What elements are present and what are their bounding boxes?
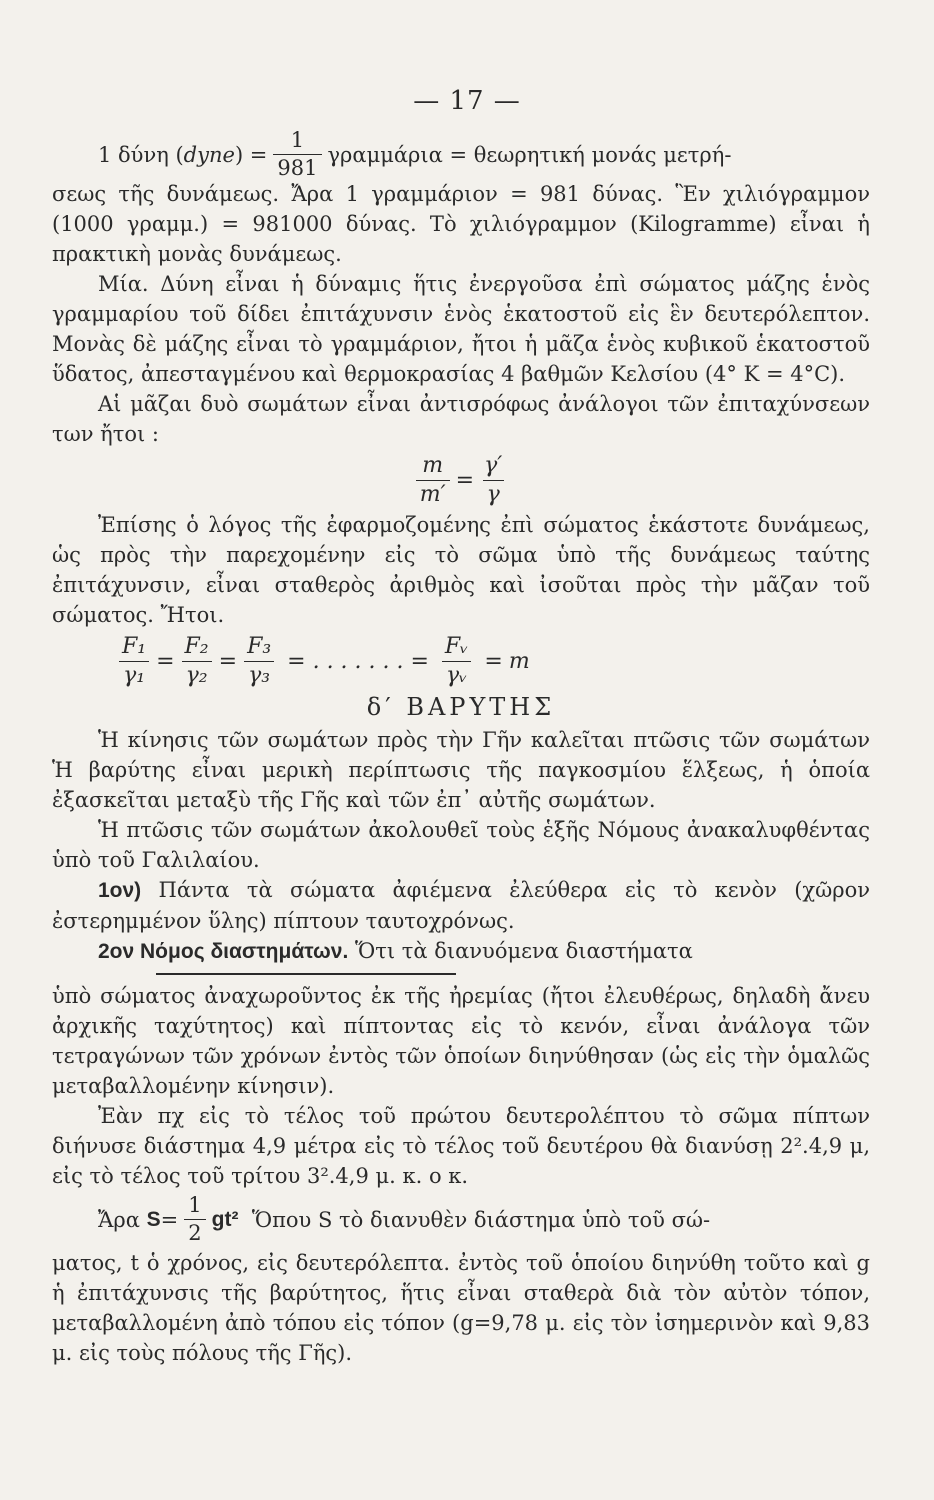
eq2-equals-final: = xyxy=(484,649,503,674)
eq2-frac-2 xyxy=(181,636,213,687)
law-1 xyxy=(52,875,870,936)
dyne-unit: dyne xyxy=(183,142,235,167)
eq2-f1-num: F₁ xyxy=(122,634,147,659)
eq2-mass: m xyxy=(508,649,530,674)
dyne-post: γραμμάρια = θεωρητική μονάς μετρή- xyxy=(327,142,732,167)
section-heading: δ′ ΒΑΡΥΤΗΣ xyxy=(366,693,556,721)
eq2-f2-num: F₂ xyxy=(184,634,209,659)
eq2-dots: = . . . . . . . = xyxy=(287,649,429,674)
eq2-f3-num: F₃ xyxy=(247,634,272,659)
eq2-frac-1 xyxy=(118,636,150,687)
law-2-text: ὑπὸ σώματος ἀναχωροῦντος ἐκ τῆς ἠρεμίας (ἤτοι ἐλευθέρως, δηλαδὴ ἄνευ ἀρχικῆς ταχύτητος) καὶ πίπτοντας εἰς τὸ κενόν, εἶναι ἀνάλογα τῶν τετραγώνων τῶν χρόνων ἐντὸς τῶν ὁποίων διηνύθησαν (ὡς εἰς τὴν ὁμαλῶς μεταβαλλομένην κίνησιν). xyxy=(52,984,870,1098)
law-2-first-line xyxy=(52,936,870,967)
law-2-first: Ὅτι τὰ διανυόμενα διαστήματα xyxy=(354,939,693,963)
dyne-frac-den: 981 xyxy=(273,154,321,179)
page-number: — 17 — xyxy=(413,86,521,116)
formula-frac xyxy=(184,1195,205,1244)
formula-pre: Ἄρα xyxy=(98,1207,140,1232)
eq1-num-right: γ′ xyxy=(484,453,503,478)
dyne-pre: 1 δύνη ( xyxy=(98,142,184,167)
eq2-f3-den: γ₃ xyxy=(244,661,274,687)
eq2-fv-den: γᵥ xyxy=(442,661,471,687)
paragraph-3: Αἱ μᾶζαι δυὸ σωμάτων εἶναι ἀντισρόφως ἀνάλογοι τῶν ἐπιταχύνσεων των ἤτοι : xyxy=(52,392,870,446)
dyne-definition xyxy=(52,130,870,179)
formula-s: S xyxy=(146,1207,161,1231)
dyne-fraction xyxy=(273,130,321,179)
eq1-num-left: m xyxy=(422,453,444,478)
eq2-frac-v xyxy=(441,636,472,687)
law-2-rule xyxy=(156,973,456,975)
paragraph-6: Ἡ πτῶσις τῶν σωμάτων ἀκολουθεῖ τοὺς ἑξῆς Νόμους ἀνακαλυφθέντας ὑπὸ τοῦ Γαλιλαίου. xyxy=(52,818,870,872)
eq2-fv-num: Fᵥ xyxy=(444,634,469,659)
eq1-left-frac xyxy=(416,455,450,506)
force-ratio-equation xyxy=(112,636,870,687)
law-2-label: 2ον Νόμος διαστημάτων. xyxy=(98,940,349,963)
eq2-f1-den: γ₁ xyxy=(119,661,149,687)
paragraph-7: Ἐὰν πχ εἰς τὸ τέλος τοῦ πρώτου δευτερολέπτου τὸ σῶμα πίπτων διήνυσε διάστημα 4,9 μέτρα εἰς τὸ τέλος τοῦ δευτέρου θὰ διανύσῃ 2².4,9 μ, εἰς τὸ τέλος τοῦ τρίτου 3².4,9 μ. κ. ο κ. xyxy=(52,1104,870,1188)
paragraph-4: Ἐπίσης ὁ λόγος τῆς ἐφαρμοζομένης ἐπὶ σώματος ἑκάστοτε δυνάμεως, ὡς πρὸς τὴν παρεχομένην εἰς τὸ σῶμα ὑπὸ τῆς δυνάμεως ταύτης ἐπιτάχυνσιν, εἶναι σταθερὸς ἀριθμὸς καὶ ἰσοῦται πρὸς τὴν μᾶζαν τοῦ σώματος. Ἤτοι. xyxy=(52,513,870,627)
eq1-right-frac xyxy=(480,455,506,506)
dyne-eq: ) = xyxy=(234,142,268,167)
eq2-equals-2: = xyxy=(218,649,238,674)
formula-num: 1 xyxy=(188,1193,202,1217)
distance-formula xyxy=(52,1195,870,1244)
eq1-den-left: m′ xyxy=(416,480,450,506)
dyne-frac-num: 1 xyxy=(290,128,305,152)
eq1-equals: = xyxy=(455,468,475,493)
formula-gt: gt² xyxy=(211,1207,239,1231)
formula-post: Ὅπου S τὸ διανυθὲν διάστημα ὑπὸ τοῦ σώ- xyxy=(251,1207,711,1232)
eq2-equals-1: = xyxy=(156,649,175,674)
paragraph-2: Μία. Δύνη εἶναι ἡ δύναμις ἥτις ἐνεργοῦσα ἐπὶ σώματος μάζης ἑνὸς γραμμαρίου τοῦ δίδει ἐπιτάχυνσιν ἑνὸς ἑκατοστοῦ εἰς ἓν δευτερόλεπτον. Μονὰς δὲ μάζης εἶναι τὸ γραμμάριον, ἤτοι ἡ μᾶζα ἑνὸς κυβικοῦ ἑκατοστοῦ ὕδατος, ἀπεσταγμένου καὶ θερμοκρασίας 4 βαθμῶν Κελσίου (4° Κ = 4°C). xyxy=(52,272,870,386)
law-1-text: Πάντα τὰ σώματα ἀφιέμενα ἐλεύθερα εἰς τὸ κενὸν (χῶρον ἐστερημμένον ὕλης) πίπτουν ταυτοχρόνως. xyxy=(52,878,870,933)
paragraph-1-rest: σεως τῆς δυνάμεως. Ἄρα 1 γραμμάριον = 981 δύνας. Ἓν χιλιόγραμμον (1000 γραμμ.) = 981000 δύνας. Τὸ χιλιόγραμμον (Kilogramme) εἶναι ἡ πρακτικὴ μονὰς δυνάμεως. xyxy=(52,182,870,266)
mass-ratio-equation xyxy=(52,455,870,506)
formula-den: 2 xyxy=(184,1219,205,1244)
eq2-f2-den: γ₂ xyxy=(182,661,212,687)
formula-equals: = xyxy=(160,1207,179,1232)
eq1-den-right: γ xyxy=(483,480,504,506)
eq2-frac-3 xyxy=(243,636,275,687)
law-1-label: 1ον) xyxy=(98,879,142,902)
paragraph-5: Ἡ κίνησις τῶν σωμάτων πρὸς τὴν Γῆν καλεῖται πτῶσις τῶν σωμάτων Ἡ βαρύτης εἶναι μερικὴ περίπτωσις τῆς παγκοσμίου ἕλξεως, ἡ ὁποία ἐξασκεῖται μεταξὺ τῆς Γῆς καὶ τῶν ἐπ᾽ αὐτῆς σωμάτων. xyxy=(52,728,870,812)
paragraph-8: ματος, t ὁ χρόνος, εἰς δευτερόλεπτα. ἐντὸς τοῦ ὁποίου διηνύθη τοῦτο καὶ g ἡ ἐπιτάχυνσις τῆς βαρύτητος, ἥτις εἶναι σταθερὰ διὰ τὸν αὐτὸν τόπον, μεταβαλλομένη ἀπὸ τόπου εἰς τόπον (g=9,78 μ. εἰς τὸν ἰσημερινὸν καὶ 9,83 μ. εἰς τοὺς πόλους τῆς Γῆς). xyxy=(52,1251,870,1365)
